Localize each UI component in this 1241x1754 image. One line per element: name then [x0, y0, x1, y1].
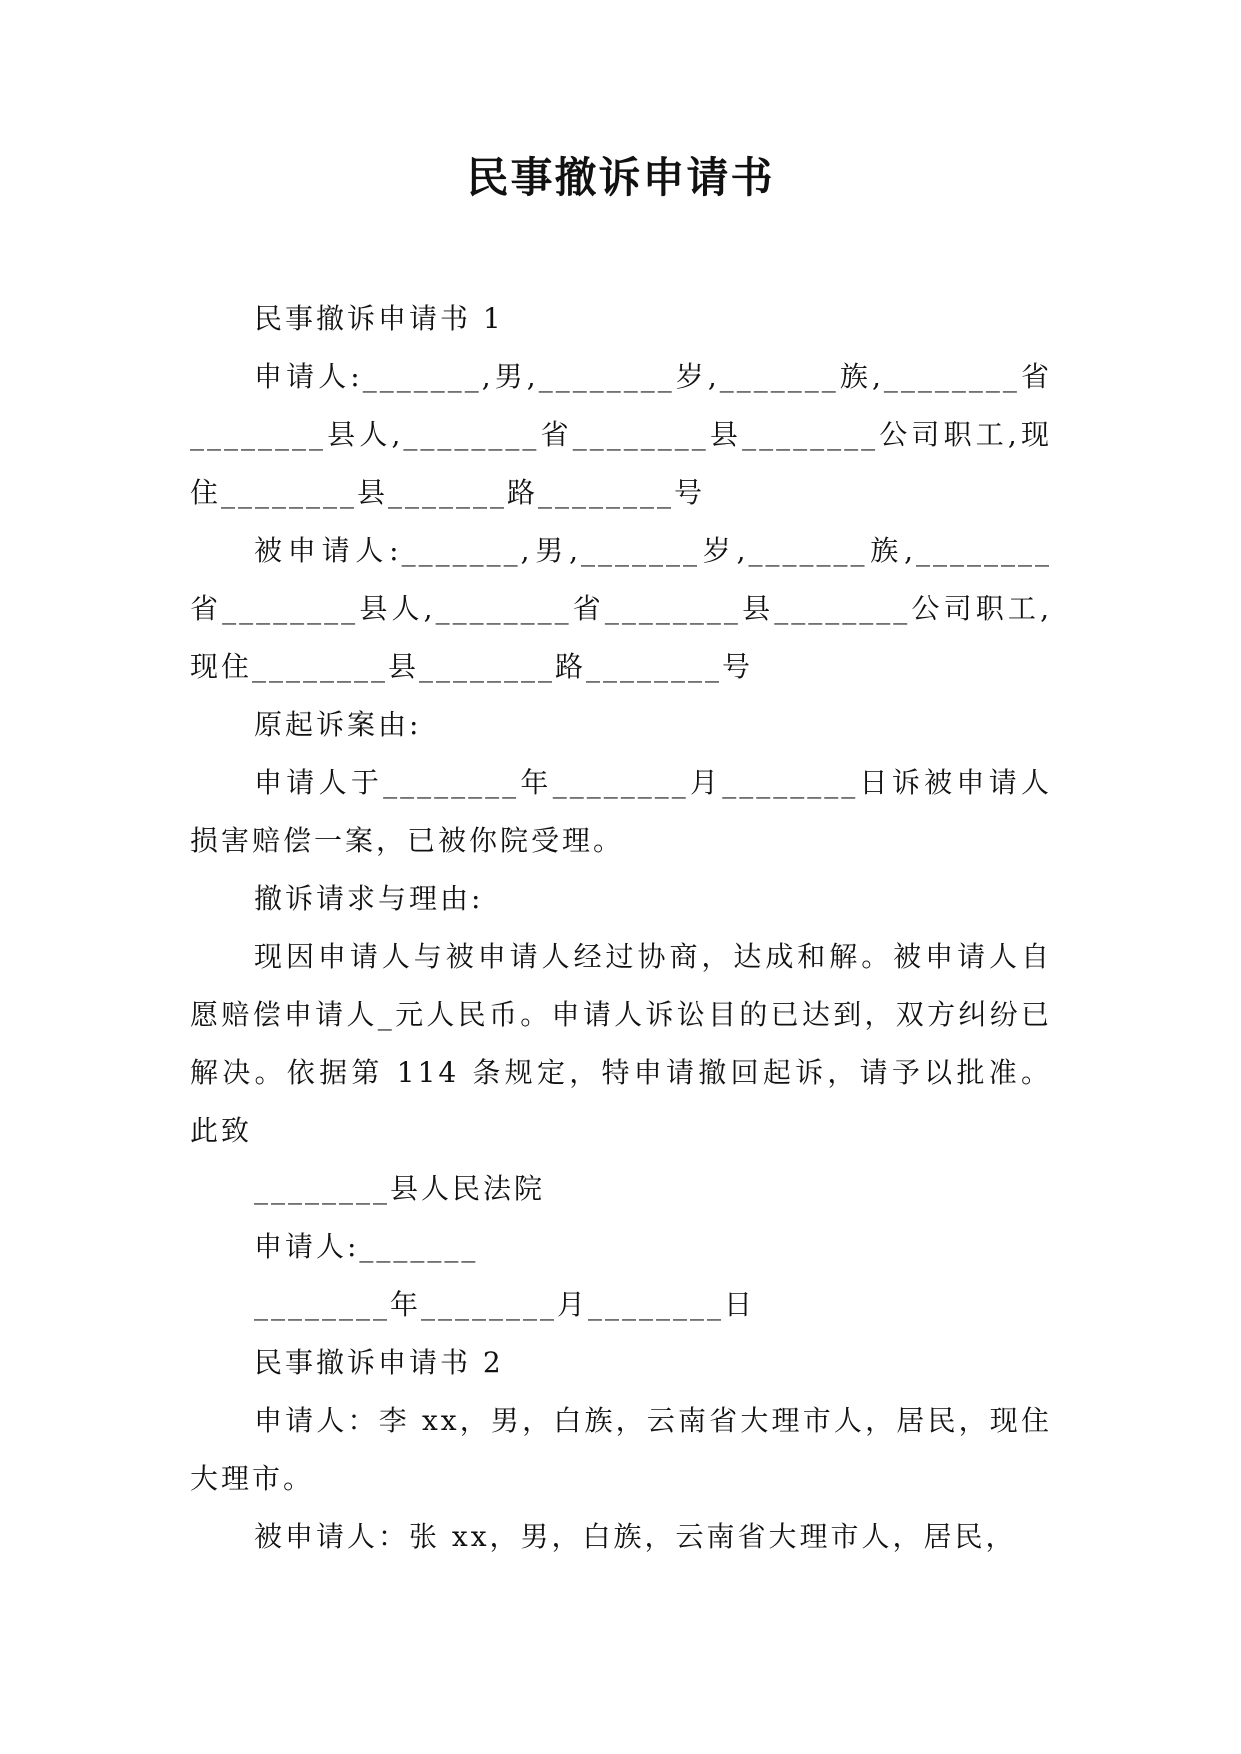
withdrawal-reason-paragraph: 现因申请人与被申请人经过协商，达成和解。被申请人自愿赔偿申请人_元人民币。申请人诉讼目的已达到，双方纠纷已解决。依据第 114 条规定，特申请撤回起诉，请予以批准。 此致 [190, 940, 1124, 1147]
applicant-info-paragraph-2: 申请人：李 xx，男，白族，云南省大理市人，居民，现住大理市。 [190, 1404, 1052, 1495]
original-cause-paragraph: 申请人于________年________月________日诉被申请人损害赔偿一案，已被你院受理。 [190, 766, 1052, 857]
date-line: ________年________月________日 [254, 1288, 756, 1321]
respondent-info-paragraph: 被申请人:_______,男,_______岁,_______族,________省________县人,________省________县________公司职工,现住________县________路________号 [190, 534, 1052, 683]
respondent-info-paragraph-2: 被申请人：张 xx，男，白族，云南省大理市人，居民， [254, 1520, 1017, 1553]
withdrawal-reason-heading: 撤诉请求与理由: [254, 882, 484, 915]
section-heading-1: 民事撤诉申请书 1 [254, 302, 504, 335]
applicant-signature-line: 申请人:_______ [254, 1230, 479, 1263]
section-heading-2: 民事撤诉申请书 2 [254, 1346, 504, 1379]
court-addressee: ________县人民法院 [254, 1172, 546, 1205]
original-cause-heading: 原起诉案由: [254, 708, 422, 741]
document-title: 民事撤诉申请书 [466, 153, 775, 202]
applicant-info-paragraph: 申请人:_______,男,________岁,_______族,________省________县人,________省________县________公司职工,现住________县_______路________号 [190, 360, 1052, 509]
document-body [190, 290, 1124, 1566]
